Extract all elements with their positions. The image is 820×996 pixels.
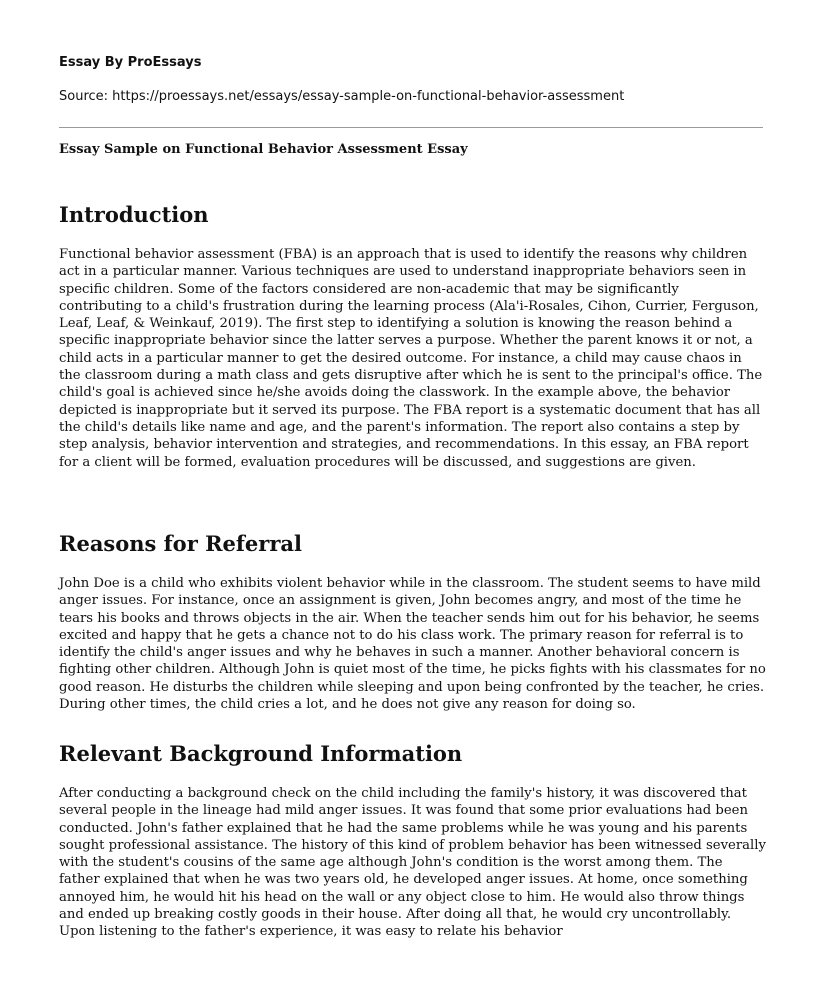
source-line: Source: https://proessays.net/essays/essay-sample-on-functional-behavior-assessment: [59, 89, 625, 104]
divider: [59, 127, 763, 128]
section-heading: Introduction: [59, 202, 209, 227]
section-body: John Doe is a child who exhibits violent behavior while in the classroom. The student seems to have mild anger issues. For instance, once an assignment is given, John becomes angry, and most of the time he tears his books and throws objects in the air. When the teacher sends him out for his behavior, he seems excited and happy that he gets a chance not to do his class work. The primary reason for referral is to identify the child's anger issues and why he behaves in such a manner. Another behavioral concern is fighting other children. Although John is quiet most of the time, he picks fights with his classmates for no good reason. He disturbs the children while sleeping and upon being confronted by the teacher, he cries. During other times, the child cries a lot, and he does not give any reason for doing so.: [59, 576, 766, 713]
section-heading: Relevant Background Information: [59, 741, 463, 766]
section-heading: Reasons for Referral: [59, 531, 302, 556]
document-title: Essay Sample on Functional Behavior Assessment Essay: [59, 142, 468, 157]
brand-label: Essay By ProEssays: [59, 55, 202, 70]
section-reasons-for-referral: [59, 531, 766, 713]
section-body: Functional behavior assessment (FBA) is an approach that is used to identify the reasons why children act in a particular manner. Various techniques are used to understand inappropriate behaviors seen in specific children. Some of the factors considered are non-academic that may be significantly contributing to a child's frustration during the learning process (Ala'i-Rosales, Cihon, Currier, Ferguson, Leaf, Leaf, & Weinkauf, 2019). The first step to identifying a solution is knowing the reason behind a specific inappropriate behavior since the latter serves a purpose. Whether the parent knows it or not, a child acts in a particular manner to get the desired outcome. For instance, a child may cause chaos in the classroom during a math class and gets disruptive after which he is sent to the principal's office. The child's goal is achieved since he/she avoids doing the classwork. In the example above, the behavior depicted is inappropriate but it served its purpose. The FBA report is a systematic document that has all the child's details like name and age, and the parent's information. The report also contains a step by step analysis, behavior intervention and strategies, and recommendations. In this essay, an FBA report for a client will be formed, evaluation procedures will be discussed, and suggestions are given.: [59, 247, 763, 470]
section-body: After conducting a background check on the child including the family's history, it was discovered that several people in the lineage had mild anger issues. It was found that some prior evaluations had been conducted. John's father explained that he had the same problems while he was young and his parents sought professional assistance. The history of this kind of problem behavior has been witnessed severally with the student's cousins of the same age although John's condition is the worst among them. The father explained that when he was two years old, he developed anger issues. At home, once something annoyed him, he would hit his head on the wall or any object close to him. He would also throw things and ended up breaking costly goods in their house. After doing all that, he would cry uncontrollably. Upon listening to the father's experience, it was easy to relate his behavior: [59, 786, 766, 940]
header: [59, 55, 763, 105]
section-relevant-background: [59, 741, 766, 941]
section-introduction: [59, 202, 766, 471]
